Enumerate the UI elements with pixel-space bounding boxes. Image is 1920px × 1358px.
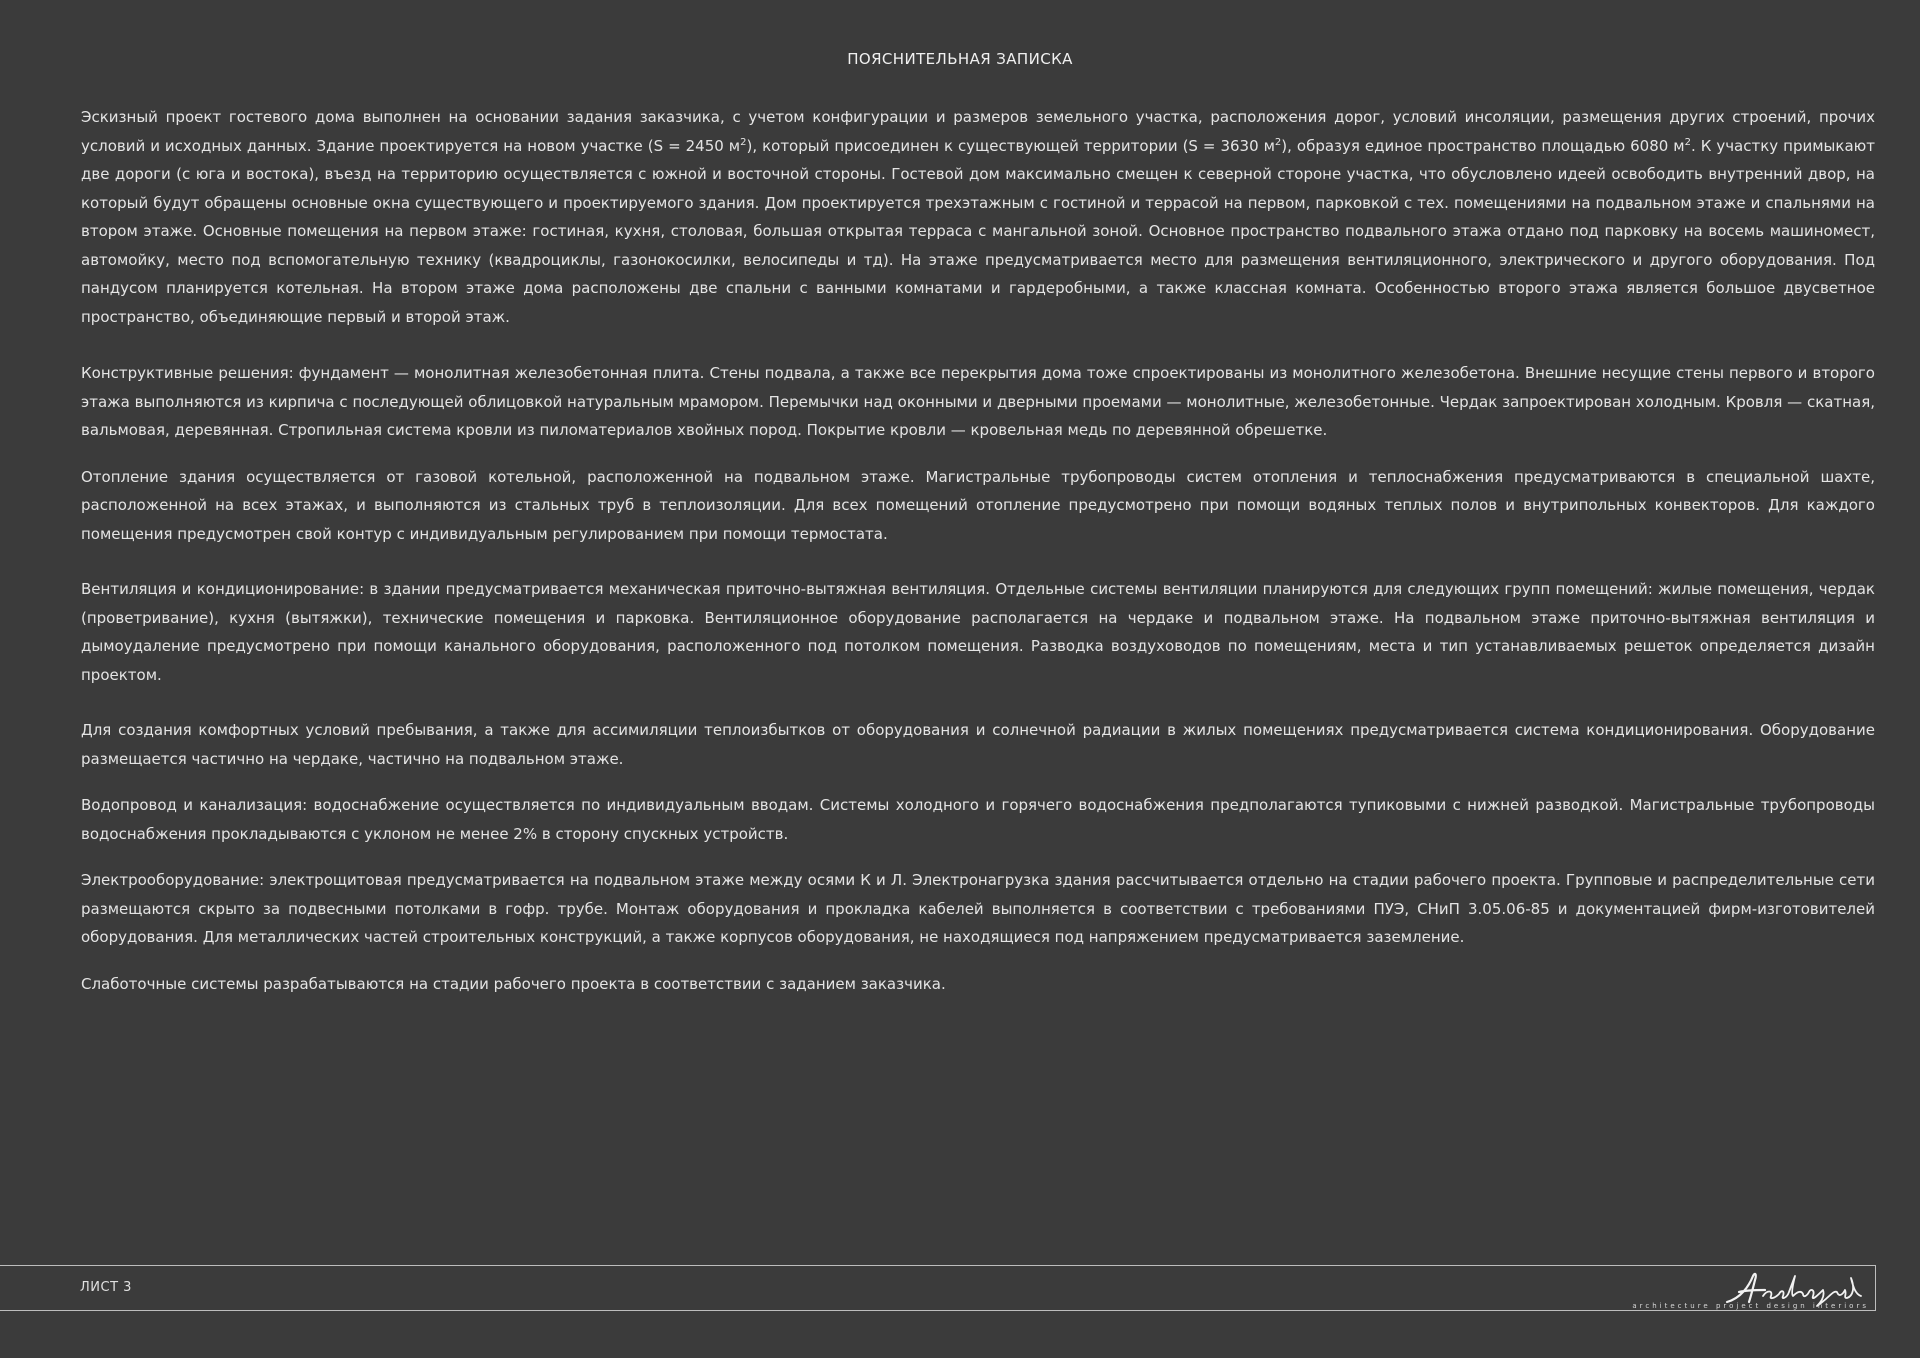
paragraph: [81, 103, 1875, 331]
paragraph-text: Для создания комфортных условий пребывания, а также для ассимиляции теплоизбытков от оборудования и солнечной радиации в жилых помещениях предусматривается система кондиционирования. Оборудование размещается частично на чердаке, частично на подвальном этаже.: [81, 721, 1875, 768]
paragraph-text: Эскизный проект гостевого дома выполнен на основании задания заказчика, с учетом конфигурации и размеров земельного участка, расположения дорог, условий инсоляции, размещения других строений, прочих условий и исходных данных. Здание проектируется на новом участке (S = 2450 м: [81, 108, 1875, 155]
paragraph: [81, 575, 1875, 689]
paragraph: [81, 791, 1875, 848]
superscript: 2: [1274, 136, 1282, 148]
superscript: 2: [1684, 136, 1691, 148]
paragraph-text: Вентиляция и кондиционирование: в здании предусматривается механическая приточно-вытяжная вентиляция. Отдельные системы вентиляции планируются для следующих групп помещений: жилые помещения, чердак (проветривание), кухня (вытяжки), технические помещения и парковка. Вентиляционное оборудование располагается на чердаке и подвальном этаже. На подвальном этаже приточно-вытяжная вентиляция и дымоудаление предусмотрено при помощи канального оборудования, расположенного под потолком помещения. Разводка воздуховодов по помещениям, места и тип устанавливаемых решеток определяется дизайн проектом.: [81, 580, 1875, 684]
paragraph-text: . К участку примыкают две дороги (с юга и востока), въезд на территорию осуществляется с южной и восточной стороны. Гостевой дом максимально смещен к северной стороне участка, что обусловлено идеей освободить внутренний двор, на который будут обращены основные окна существующего и проектируемого здания. Дом проектируется трехэтажным с гостиной и террасой на первом, парковкой с тех. помещениями на подвальном этаже и спальнями на втором этаже. Основные помещения на первом этаже: гостиная, кухня, столовая, большая открытая терраса с мангальной зоной. Основное пространство подвального этажа отдано под парковку на восемь машиномест, автомойку, место под вспомогательную технику (квадроциклы, газонокосилки, велосипеды и тд). На этаже предусматривается место для размещения вентиляционного, электрического и другого оборудования. Под пандусом планируется котельная. На втором этаже дома расположены две спальни с ванными комнатами и гардеробными, а также классная комната. Особенностью второго этажа является большое двусветное пространство, объединяющие первый и второй этаж.: [81, 136, 1875, 326]
paragraph-text: Водопровод и канализация: водоснабжение осуществляется по индивидуальным вводам. Системы холодного и горячего водоснабжения предполагаются тупиковыми с нижней разводкой. Магистральные трубопроводы водоснабжения прокладываются с уклоном не менее 2% в сторону спускных устройств.: [81, 796, 1875, 843]
footer-frame: [0, 1265, 1876, 1311]
paragraph-text: ), который присоединен к существующей территории (S = 3630 м: [746, 136, 1275, 155]
paragraph-text: Отопление здания осуществляется от газовой котельной, расположенной на подвальном этаже. Магистральные трубопроводы систем отопления и теплоснабжения предусматриваются в специальной шахте, расположенной на всех этажах, и выполняются из стальных труб в теплоизоляции. Для всех помещений отопление предусмотрено при помощи водяных теплых полов и внутрипольных конвекторов. Для каждого помещения предусмотрен свой контур с индивидуальным регулированием при помощи термостата.: [81, 467, 1875, 543]
paragraph-text: Электрооборудование: электрощитовая предусматривается на подвальном этаже между осями К и Л. Электронагрузка здания рассчитывается отдельно на стадии рабочего проекта. Групповые и распределительные сети размещаются скрыто за подвесными потолками в гофр. трубе. Монтаж оборудования и прокладка кабелей выполняется в соответствии с требованиями ПУЭ, СНиП 3.05.06-85 и документацией фирм-изготовителей оборудования. Для металлических частей строительных конструкций, а также корпусов оборудования, не находящиеся под напряжением предусматривается заземление.: [81, 871, 1875, 946]
page-title: ПОЯСНИТЕЛЬНАЯ ЗАПИСКА: [847, 50, 1073, 68]
paragraph: [81, 463, 1875, 549]
paragraph-text: Конструктивные решения: фундамент — монолитная железобетонная плита. Стены подвала, а также все перекрытия дома тоже спроектированы из монолитного железобетона. Внешние несущие стены первого и второго этажа выполняются из кирпича с последующей облицовкой натуральным мрамором. Перемычки над оконными и дверными проемами — монолитные, железобетонные. Чердак запроектирован холодным. Кровля — скатная, вальмовая, деревянная. Стропильная система кровли из пиломатериалов хвойных пород. Покрытие кровли — кровельная медь по деревянной обрешетке.: [81, 364, 1875, 439]
paragraph-text: Слаботочные системы разрабатываются на стадии рабочего проекта в соответствии с заданием заказчика.: [81, 974, 946, 993]
paragraph: [81, 359, 1875, 445]
superscript: 2: [740, 136, 747, 148]
document-body: [81, 103, 1875, 998]
sheet-label: ЛИСТ 3: [80, 1280, 132, 1295]
paragraph: [81, 970, 1875, 999]
paragraph: [81, 716, 1875, 773]
paragraph-text: ), образуя единое пространство площадью 6080 м: [1281, 136, 1685, 155]
paragraph: [81, 866, 1875, 952]
logo-tagline: architecture project design interiors: [1632, 1302, 1869, 1310]
